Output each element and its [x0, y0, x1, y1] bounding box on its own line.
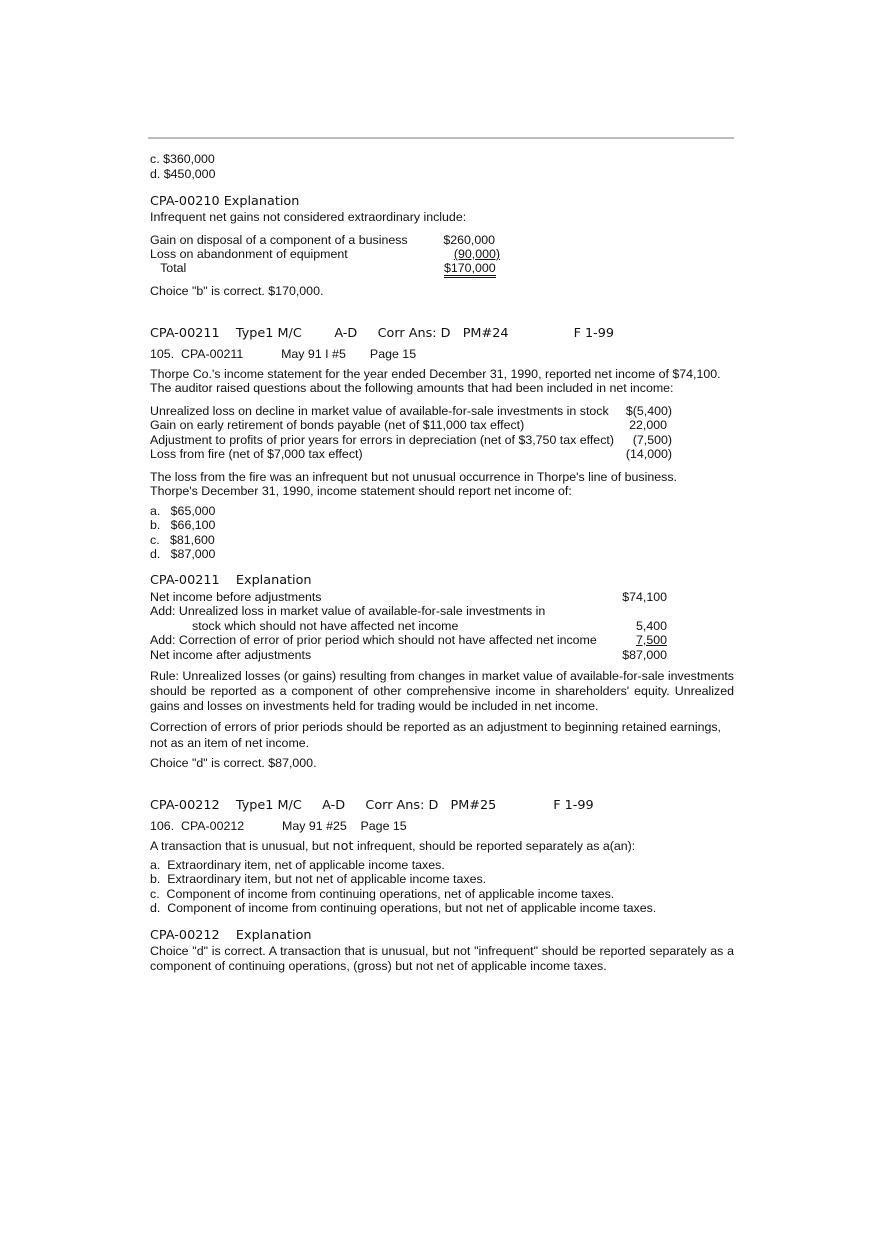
q210-row-amount: $260,000 [443, 233, 495, 247]
q212-stem-part: A transaction that is unusual, but [150, 839, 333, 853]
q211-expl-row-label: Add: Unrealized loss in market value of available-for-sale investments in [150, 604, 546, 618]
q212-stem [150, 839, 635, 855]
q212-stem-not: not [332, 839, 354, 854]
q211-expl-row-label: Net income after adjustments [150, 648, 312, 662]
q210-row-label: Loss on abandonment of equipment [150, 247, 348, 261]
q212-header: CPA-00212 Type1 M/C A-D Corr Ans: D PM#25 F 1-99 [150, 798, 594, 813]
q211-header: CPA-00211 Type1 M/C A-D Corr Ans: D PM#24 F 1-99 [150, 326, 615, 341]
q211-expl-row-label: stock which should not have affected net income [192, 619, 459, 633]
q210-row-label: Gain on disposal of a component of a business [150, 233, 408, 247]
q212-choice-a: a. Extraordinary item, net of applicable income taxes. [150, 858, 445, 872]
q211-choice-c: c. $81,600 [150, 533, 215, 547]
q211-item-amount: (14,000) [625, 447, 672, 461]
q212-choice-b: b. Extraordinary item, but not net of applicable income taxes. [150, 872, 487, 886]
q212-ref: 106. CPA-00212 May 91 #25 Page 15 [150, 819, 407, 833]
q211-expl-row-label: Add: Correction of error of prior period which should not have affected net income [150, 633, 597, 647]
q211-item-label: Gain on early retirement of bonds payable (net of $11,000 tax effect) [150, 418, 525, 432]
q210-intro: Infrequent net gains not considered extraordinary include: [150, 210, 467, 224]
q211-item-amount: (7,500) [632, 433, 672, 447]
q210-row-amount: $170,000 [444, 261, 496, 278]
q210-row-amount: (90,000) [453, 247, 500, 261]
q210-row-label: Total [150, 261, 187, 275]
choice-d: d. $450,000 [150, 167, 216, 181]
q211-stem: Thorpe Co.'s income statement for the year ended December 31, 1990, reported net income of $74,100. [150, 367, 721, 381]
q211-item-label: Loss from fire (net of $7,000 tax effect) [150, 447, 363, 461]
q211-item-amount: $(5,400) [625, 404, 672, 418]
q211-correction-paragraph: Correction of errors of prior periods should be reported as an adjustment to beginning retained earnings, not as an item of net income. [150, 720, 721, 750]
q211-expl-row-amount: $74,100 [622, 590, 667, 604]
q210-total-wrap [444, 261, 496, 276]
q211-choice-b: b. $66,100 [150, 518, 216, 532]
q211-item-amount: 22,000 [629, 418, 667, 432]
q210-conclusion: Choice "b" is correct. $170,000. [150, 284, 324, 298]
q211-stem: Thorpe's December 31, 1990, income statement should report net income of: [150, 484, 572, 498]
q211-rule-paragraph: Rule: Unrealized losses (or gains) resulting from changes in market value of available-for-sale investments should be reported as a component of other comprehensive income in shareholders' equity. Unrealized gains and losses on investments held for trading would be included in net income. [150, 669, 734, 713]
q212-choice-d: d. Component of income from continuing operations, but not net of applicable income taxes. [150, 901, 657, 915]
q212-explanation-heading: CPA-00212 Explanation [150, 928, 312, 943]
header-rule [148, 137, 734, 139]
q210-explanation-heading: CPA-00210 Explanation [150, 194, 300, 209]
q211-conclusion: Choice "d" is correct. $87,000. [150, 756, 317, 770]
q211-choice-d: d. $87,000 [150, 547, 216, 561]
q212-choice-c: c. Component of income from continuing operations, net of applicable income taxes. [150, 887, 615, 901]
q211-choice-a: a. $65,000 [150, 504, 216, 518]
q212-explanation-text: Choice "d" is correct. A transaction that is unusual, but not "infrequent" should be reported separately as a component of continuing operations, (gross) but not net of applicable income taxes. [150, 944, 734, 973]
q211-item-label: Unrealized loss on decline in market value of available-for-sale investments in stock [150, 404, 609, 418]
q211-expl-row-amount: 5,400 [635, 619, 667, 633]
q211-stem: The loss from the fire was an infrequent but not unusual occurrence in Thorpe's line of business. [150, 470, 677, 484]
q211-ref: 105. CPA-00211 May 91 I #5 Page 15 [150, 347, 417, 361]
q211-expl-row-amount: $87,000 [622, 648, 667, 662]
q211-item-label: Adjustment to profits of prior years for errors in depreciation (net of $3,750 tax effect) [150, 433, 614, 447]
q211-explanation-heading: CPA-00211 Explanation [150, 573, 312, 588]
choice-c: c. $360,000 [150, 152, 215, 166]
q211-expl-row-label: Net income before adjustments [150, 590, 322, 604]
q211-stem: The auditor raised questions about the following amounts that had been included in net income: [150, 381, 674, 395]
q212-stem-part: infrequent, should be reported separately as a(an): [353, 839, 636, 853]
q211-expl-row-amount: 7,500 [635, 633, 667, 647]
